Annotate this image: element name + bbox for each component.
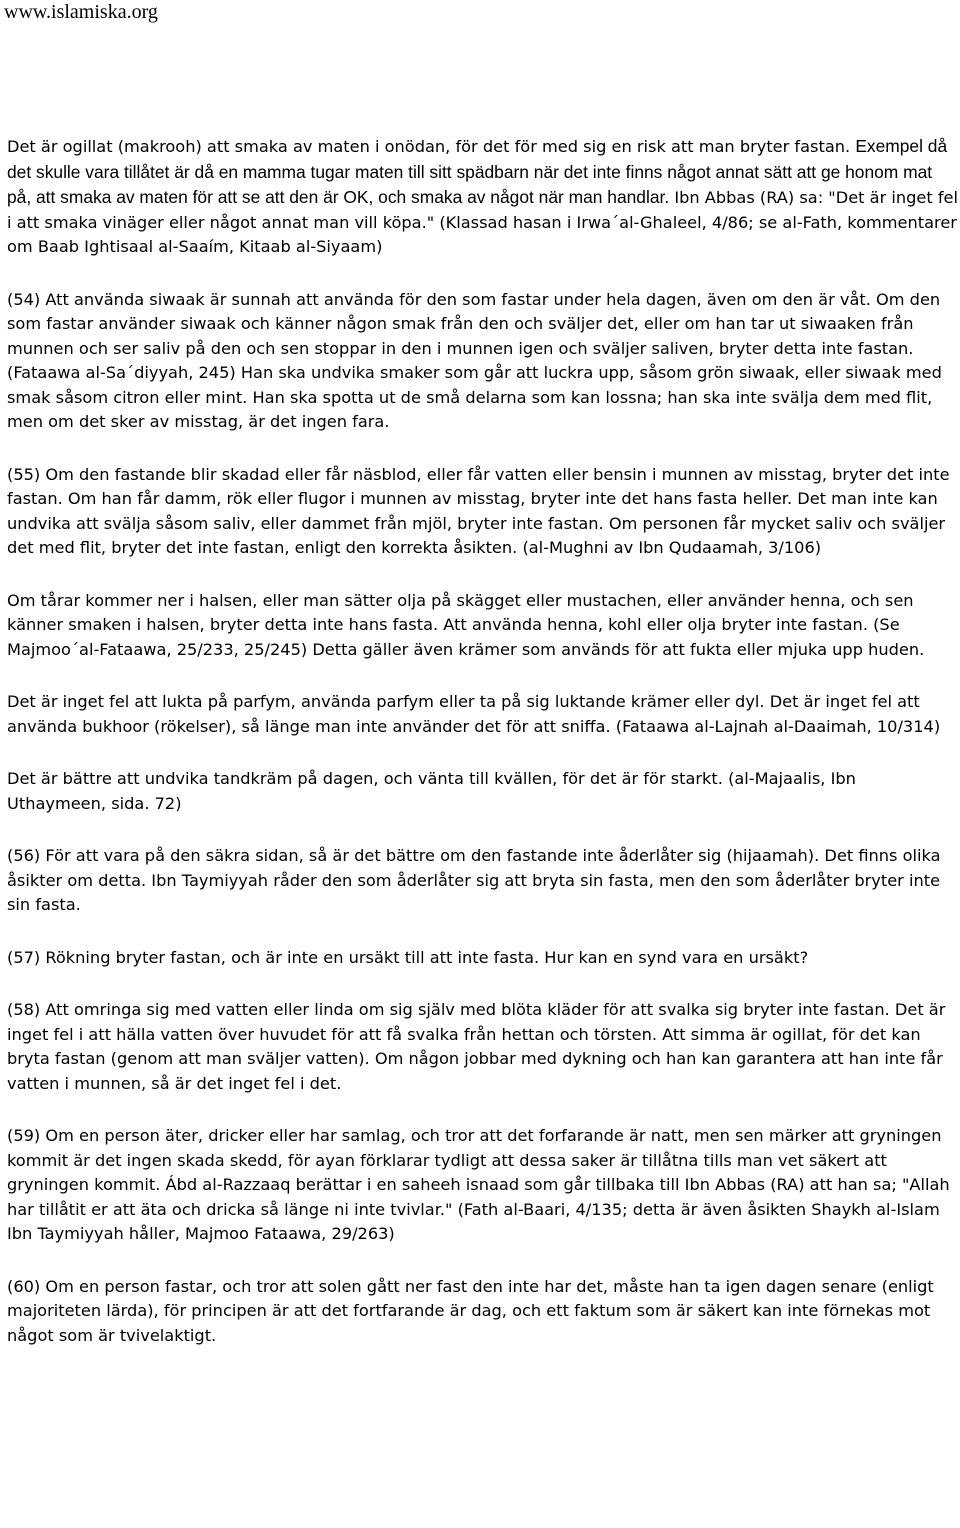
paragraph-59-dawn: (59) Om en person äter, dricker eller har samlag, och tror att det forfarande är natt, men sen märker att gryningen kommit är det ingen skada skedd, för ayan förklarar tydligt att dessa saker är tillåtna tills man vet säkert att gryningen kommit. Ábd al-Razzaaq berättar i en saheeh isnaad som går tillbaka till Ibn Abbas (RA) att han sa; "Allah har tillåtit er att äta och dricka så länge ni inte tvivlar." (Fath al-Baari, 4/135; detta är även åsikten Shaykh al-Islam Ibn Taymiyyah håller, Majmoo Fataawa, 29/263)	[7, 1126, 950, 1243]
document-body	[7, 134, 959, 1376]
paragraph-tasting-food	[7, 134, 959, 260]
paragraph-toothpaste: Det är bättre att undvika tandkräm på dagen, och vänta till kvällen, för det är för starkt. (al-Majaalis, Ibn Uthaymeen, sida. 72)	[7, 769, 856, 813]
paragraph-54-siwaak: (54) Att använda siwaak är sunnah att använda för den som fastar under hela dagen, även om den är våt. Om den som fastar använder siwaak och känner någon smak från den och sväljer det, eller om han tar ut siwaaken från munnen och ser saliv på den och sen stoppar in den i munnen igen och sväljer saliven, bryter detta inte fastan. (Fataawa al-Sa´diyyah, 245) Han ska undvika smaker som går att luckra upp, såsom grön siwaak, eller siwaak med smak såsom citron eller mint. Han ska spotta ut de små delarna som kan lossna; han ska inte svälja dem med flit, men om det sker av misstag, är det ingen fara.	[7, 289, 942, 431]
paragraph-tasting-food-reference: Ibn Abbas (RA) sa: "Det är inget fel i att smaka vinäger eller något annat man vill köpa." (Klassad hasan i Irwa´al-Ghaleel, 4/86; se al-Fath, kommentarer om Baab Ightisaal al-Saaím, Kitaab al-Siyaam)	[7, 188, 959, 256]
paragraph-60-sunset: (60) Om en person fastar, och tror att solen gått ner fast den inte har det, måste han ta igen dagen senare (enligt majoriteten lärda), för principen är att det fortfarande är dag, och ett faktum som är säkert kan inte förnekas mot något som är tvivelaktigt.	[7, 1276, 934, 1345]
paragraph-56-hijaamah: (56) För att vara på den säkra sidan, så är det bättre om den fastande inte åderlåter sig (hijaamah). Det finns olika åsikter om detta. Ibn Taymiyyah råder den som åderlåter sig att bryta sin fasta, men den som åderlåter bryter inte sin fasta.	[7, 846, 941, 914]
paragraph-57-smoking: (57) Rökning bryter fastan, och är inte en ursäkt till att inte fasta. Hur kan en synd vara en ursäkt?	[7, 947, 809, 967]
paragraph-55-injury: (55) Om den fastande blir skadad eller får näsblod, eller får vatten eller bensin i munnen av misstag, bryter det inte fastan. Om han får damm, rök eller flugor i munnen av misstag, bryter inte det hans fasta heller. Det man inte kan undvika att svälja såsom saliv, eller dammet från mjöl, bryter inte fastan. Om personen får mycket saliv och sväljer det med flit, bryter det inte fastan, enligt den korrekta åsikten. (al-Mughni av Ibn Qudaamah, 3/106)	[7, 464, 950, 557]
paragraph-tears-oil: Om tårar kommer ner i halsen, eller man sätter olja på skägget eller mustachen, eller använder henna, och sen känner smaken i halsen, bryter detta inte hans fasta. Att använda henna, kohl eller olja bryter inte fastan. (Se Majmoo´al-Fataawa, 25/233, 25/245) Detta gäller även krämer som används för att fukta eller mjuka upp huden.	[7, 590, 925, 659]
site-url: www.islamiska.org	[4, 1, 158, 23]
paragraph-tasting-food-examples: Exempel då det skulle vara tillåtet är då en mamma tugar maten till sitt spädbarn när det inte finns något annat sätt att ge honom mat på, att smaka av maten för att se att den är OK, och smaka av något när man handlar.	[7, 136, 948, 207]
paragraph-tasting-food-intro: Det är ogillat (makrooh) att smaka av maten i onödan, för det för med sig en risk att man bryter fastan.	[7, 137, 856, 156]
paragraph-58-water: (58) Att omringa sig med vatten eller linda om sig själv med blöta kläder för att svalka sig bryter inte fastan. Det är inget fel i att hälla vatten över huvudet för att få svalka från hettan och törsten. Att simma är ogillat, för det kan bryta fastan (genom att man sväljer vatten). Om någon jobbar med dykning och han kan garantera att han inte får vatten i munnen, så är det inget fel i det.	[7, 1000, 946, 1093]
paragraph-perfume: Det är inget fel att lukta på parfym, använda parfym eller ta på sig luktande krämer eller dyl. Det är inget fel att använda bukhoor (rökelser), så länge man inte använder det för att sniffa. (Fataawa al-Lajnah al-Daaimah, 10/314)	[7, 692, 941, 736]
